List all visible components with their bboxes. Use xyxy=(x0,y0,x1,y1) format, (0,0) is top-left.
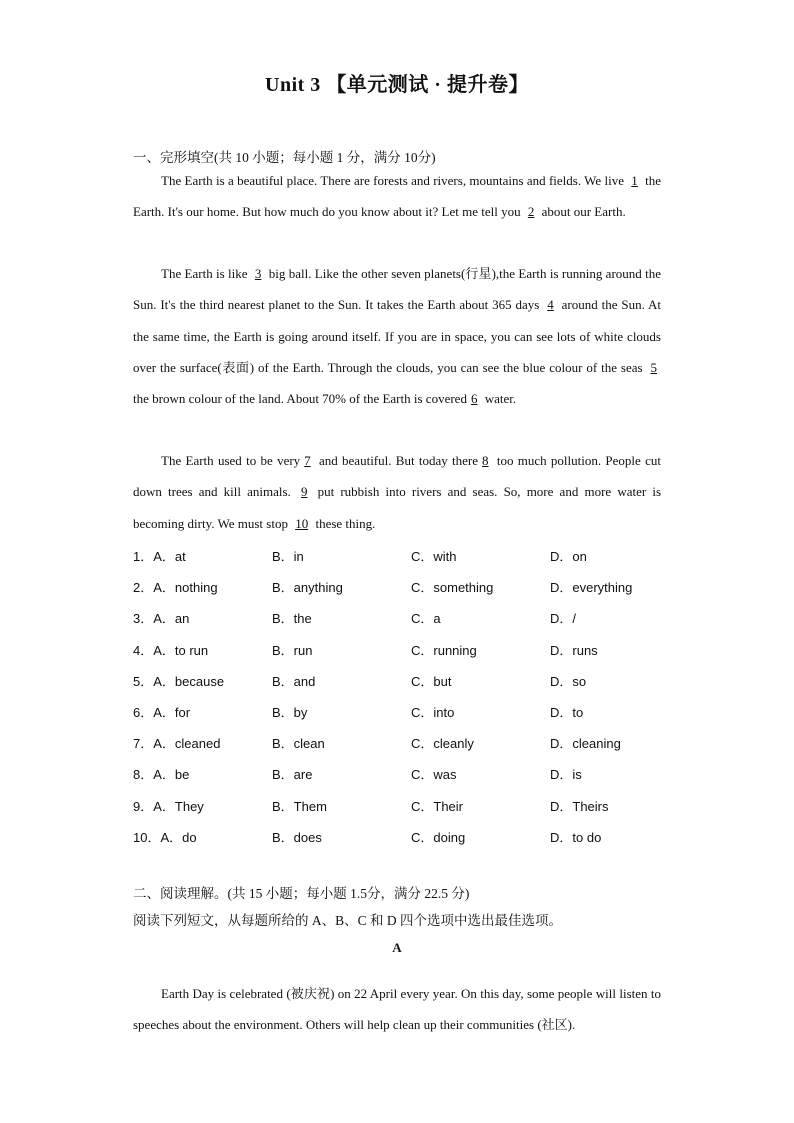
blank-3: 3 xyxy=(254,266,262,281)
blank-1: 1 xyxy=(631,173,638,188)
blank-4: 4 xyxy=(547,297,554,313)
question-options: 5．A．because B．and C．but D．so xyxy=(133,673,587,689)
question-options: 3．A．an B．the C．a D．/ xyxy=(133,611,577,627)
section1-heading: 一、完形填空(共 10 小题；每小题 1 分，满分 10分) xyxy=(133,150,436,165)
question-options: 8．A．be B．are C．was D．is xyxy=(133,767,582,783)
section2-instruction: 阅读下列短文，从每题所给的 A、B、C 和 D 四个选项中选出最佳选项。 xyxy=(133,913,563,928)
blank-9: 9 xyxy=(300,484,308,500)
cloze-paragraph-1: The Earth is a beautiful place. There are forests and rivers, mountains and fields. We live 1 the Earth. It's our home. But how much do you know about it? Let me tell you 2 about our Earth. xyxy=(133,173,661,220)
blank-10: 10 xyxy=(295,515,309,531)
cloze-paragraph-3: The Earth used to be very 7 and beautiful. But today there 8 too much pollution. People cut down trees and kill animals. 9 put rubbish into rivers and seas. So, more and more water is becoming dirty. We must stop 10 these thing. xyxy=(133,453,662,531)
question-options: 7．A．cleaned B．clean C．cleanly D．cleaning xyxy=(133,736,621,752)
question-options: 4．A．to run B．run C．running D．runs xyxy=(133,642,598,658)
page-title: Unit 3 【单元测试 · 提升卷】 xyxy=(265,74,529,96)
blank-8: 8 xyxy=(482,453,489,468)
options-list xyxy=(133,540,673,852)
question-options: 9．A．They B．Them C．Their D．Theirs xyxy=(133,798,609,814)
cloze-paragraph-2: The Earth is like 3 big ball. Like the other seven planets(行星),the Earth is running around the Sun. It's the third nearest planet to the Sun. It takes the Earth about 365 days 4 around the Sun. At the same time, the Earth is going around itself. If you are in space, you can see lots of white clouds over the surface(表面) of the Earth. Through the clouds, you can see the blue colour of the seas 5 the brown colour of the land. About 70% of the Earth is covered 6 water. xyxy=(133,266,662,407)
question-options: 10．A．do B．does C．doing D．to do xyxy=(133,829,602,845)
blank-5: 5 xyxy=(650,359,657,375)
blank-6: 6 xyxy=(470,391,478,407)
reading-paragraph-1: Earth Day is celebrated (被庆祝) on 22 April every year. On this day, some people will listen to speeches about the environment. Others will help clean up their communities (社区). xyxy=(133,986,661,1033)
blank-7: 7 xyxy=(304,453,311,468)
blank-2: 2 xyxy=(527,204,535,220)
question-options: 1．A．at B．in C．with D．on xyxy=(133,549,587,565)
question-options: 6．A．for B．by C．into D．to xyxy=(133,705,584,721)
passage-label: A xyxy=(392,940,402,955)
section2-heading: 二、阅读理解。(共 15 小题；每小题 1.5分，满分 22.5 分) xyxy=(133,886,470,901)
question-options: 2．A．nothing B．anything C．something D．everything xyxy=(133,580,633,596)
